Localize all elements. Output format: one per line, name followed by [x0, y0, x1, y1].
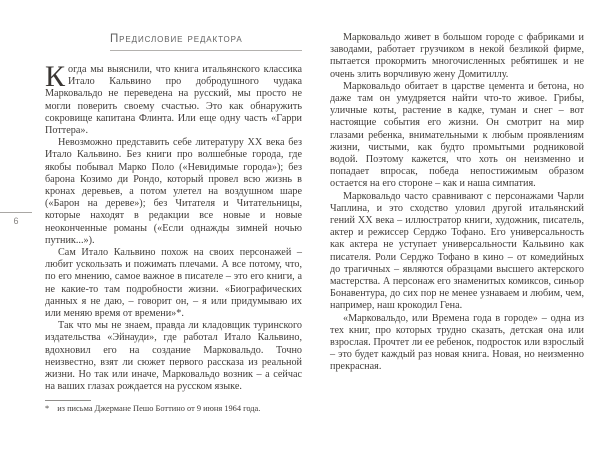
running-head: Предисловие редактора — [110, 33, 302, 51]
left-page-body — [45, 60, 302, 393]
paragraph-text: огда мы выяснили, что книга итальянского классика Итало Кальвино про добродушного чудака Марковальдо не переведена на русский, мы просто не могли поверить своему счастью. Это как обнаружить сокровище капитана Флинта. Или еще одну часть «Гарри Поттера». — [45, 64, 302, 137]
drop-cap: К — [45, 60, 66, 93]
right-page-body — [330, 32, 584, 374]
left-page — [45, 0, 302, 414]
footnote-marker: * — [45, 404, 50, 414]
footnote-block — [45, 400, 302, 414]
paragraph: Марковальдо живет в большом городе с фабриками и заводами, работает грузчиком в некой безликой фирме, пытается прокормить многочисленных ребятишек и не очень злить ворчливую жену Домитиллу. — [330, 32, 584, 80]
right-page — [330, 0, 584, 374]
footnote-text: из письма Джермане Пешо Боттино от 9 июня 1964 года. — [57, 404, 261, 414]
paragraph: Невозможно представить себе литературу XX века без Итало Кальвино. Без книги про волшебные города, где якобы побывал Марко Поло («Невидимые города»); без барона Козимо ди Рондо, который провел всю жизнь в кронах деревьев, а потом улетел на воздушном шаре («Барон на дереве»); без Читателя и Читательницы, которые находят в редакции все новые и новые неоконченные романы («Если однажды зимней ночью путник...»). — [45, 137, 302, 246]
page-number: 6 — [0, 212, 32, 226]
paragraph: Марковальдо часто сравнивают с персонажами Чарли Чаплина, и это сходство уловил другой итальянский гений XX века – иллюстратор книги, художник, писатель, актер и режиссер Серджо Тофано. Его универсальность как актера не уступает универсальности Кальвино как писателя. Роли Серджо Тофано в кино – от комедийных до трагичных – являются образцами высшего актерского мастерства. А персонаж его знаменитых комиксов, синьор Бонавентура, до сих пор не менее узнаваем и любим, чем, например, наш крокодил Гена. — [330, 190, 584, 312]
paragraph: Сам Итало Кальвино похож на своих персонажей – любит ускользать и пожимать плечами. А все потому, что, по его мнению, самое важное в писателе – это его книги, а не какие-то там подробности жизни. «Биографических данных я не даю, – говорит он, – я или придумываю их или меняю время от времени»*. — [45, 247, 302, 320]
footnote — [45, 404, 302, 414]
paragraph: Так что мы не знаем, правда ли кладовщик туринского издательства «Эйнауди», где работал Итало Кальвино, вдохновил его на создание Марковальдо. Точно неизвестно, взят ли сюжет первого рассказа из реальной жизни. Но так или иначе, Марковальдо возник – а сейчас на ваших глазах рождается на русском языке. — [45, 320, 302, 393]
footnote-separator — [45, 400, 91, 401]
paragraph — [45, 60, 302, 137]
paragraph: Марковальдо обитает в царстве цемента и бетона, но даже там он умудряется найти что-то живое. Грибы, уличные коты, растение в кадке, туман и снег – вот настоящие события его жизни. Он смотрит на мир глазами ребенка, внимательными к любым проявлениям жизни, чистыми, как будто промытыми родниковой водой. Поэтому кажется, что хоть он неизменно и попадает впросак, победа непостижимым образом остается на его стороне – как и наша симпатия. — [330, 80, 584, 190]
paragraph: «Марковальдо, или Времена года в городе» – одна из тех книг, про которых трудно сказать, детская она или взрослая. Прочтет ли ее ребенок, подросток или взрослый – это будет каждый раз новая книга. Новая, но неизменно прекрасная. — [330, 312, 584, 373]
